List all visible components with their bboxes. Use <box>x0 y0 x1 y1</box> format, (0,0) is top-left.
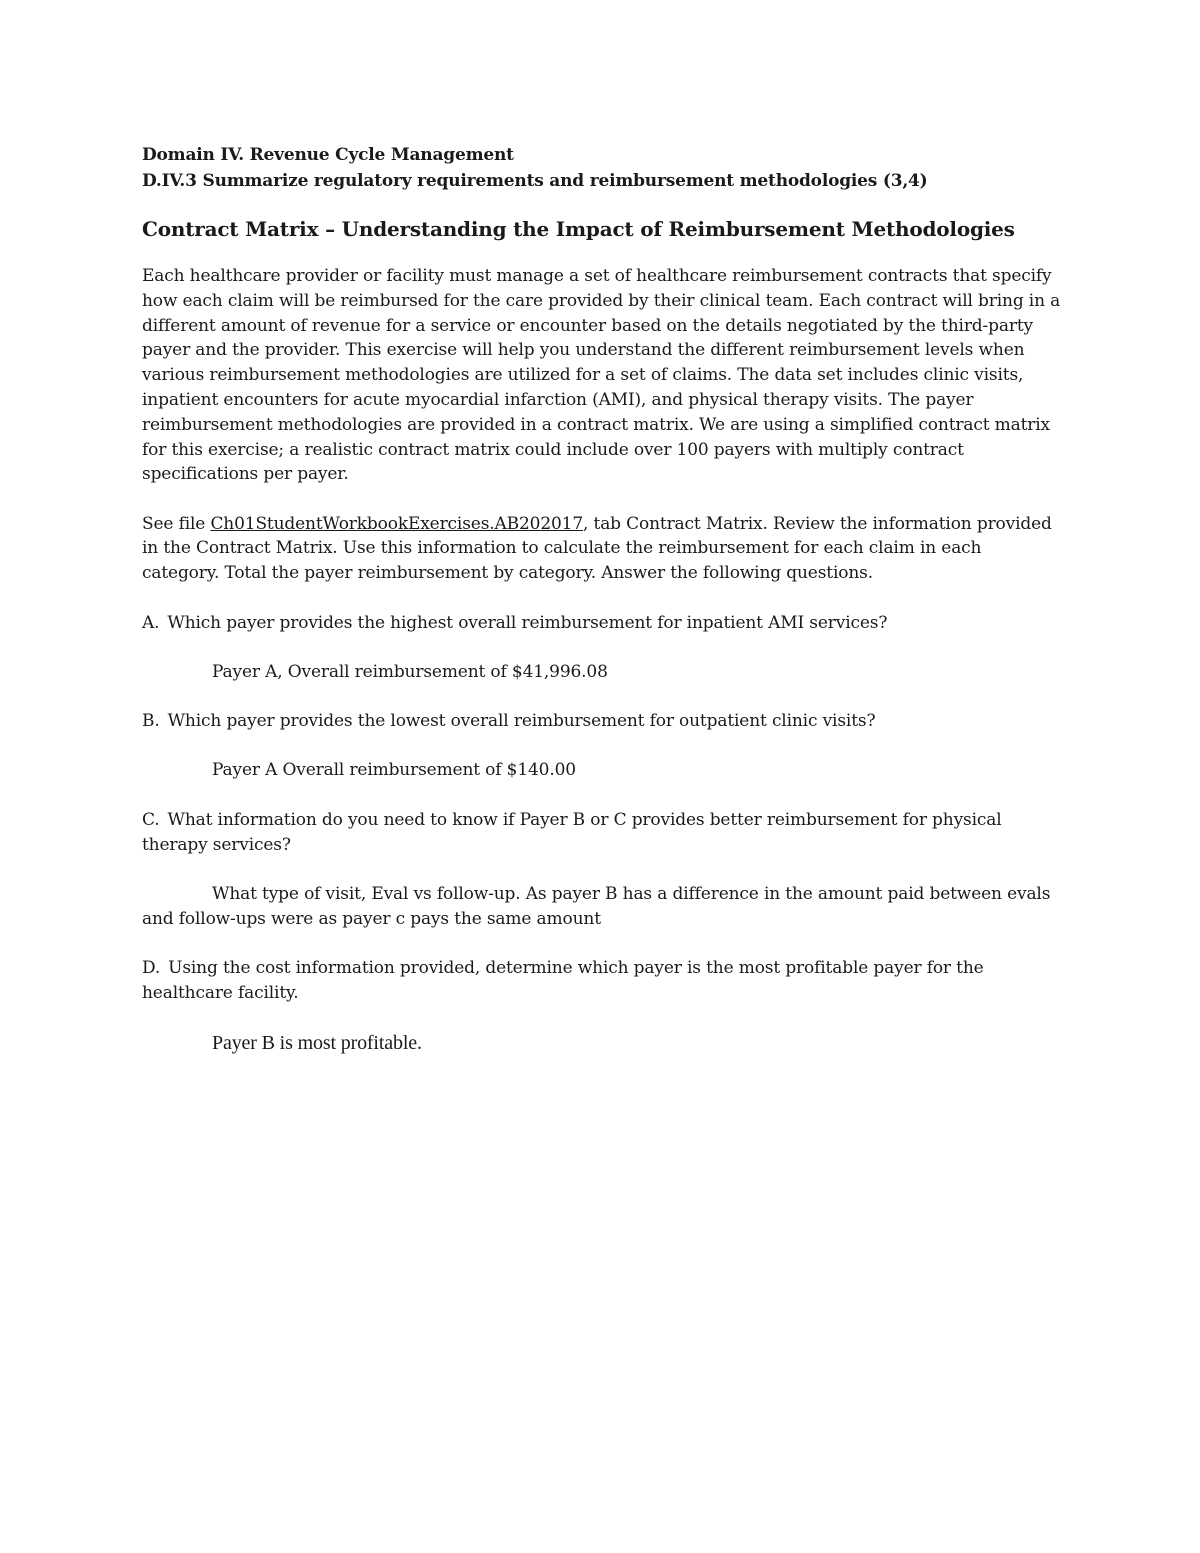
question-a <box>142 611 1062 636</box>
document-page <box>142 142 1062 1081</box>
competency-heading: D.IV.3 Summarize regulatory requirements and reimbursement methodologies (3,4) <box>142 171 928 191</box>
instructions-paragraph <box>142 512 1062 586</box>
question-d <box>142 956 1062 1006</box>
question-text: Which payer provides the highest overall reimbursement for inpatient AMI services? <box>167 612 888 633</box>
answer-b: Payer A Overall reimbursement of $140.00 <box>212 760 576 781</box>
question-label: C. <box>142 809 160 830</box>
question-text: Which payer provides the lowest overall reimbursement for outpatient clinic visits? <box>167 711 876 732</box>
question-text: Using the cost information provided, determine which payer is the most profitable payer for the healthcare facility. <box>142 957 984 1003</box>
answer-c: What type of visit, Eval vs follow-up. As payer B has a difference in the amount paid between evals and follow-ups were as payer c pays the same amount <box>142 883 1051 929</box>
document-title: Contract Matrix – Understanding the Impact of Reimbursement Methodologies <box>142 217 1015 241</box>
domain-heading: Domain IV. Revenue Cycle Management <box>142 145 514 165</box>
instructions-suffix: , tab Contract Matrix. Review the information provided in the Contract Matrix. Use this information to calculate the reimbursement for each claim in each category. Total the payer reimbursement by category. Answer the following questions. <box>142 513 1052 584</box>
instructions-prefix: See file <box>142 513 211 534</box>
question-c <box>142 808 1062 858</box>
answer-d: Payer B is most profitable. <box>212 1032 422 1055</box>
intro-paragraph: Each healthcare provider or facility must manage a set of healthcare reimbursement contracts that specify how each claim will be reimbursed for the care provided by their clinical team. Each contract will bring in a different amount of revenue for a service or encounter based on the details negotiated by the third-party payer and the provider. This exercise will help you understand the different reimbursement levels when various reimbursement methodologies are utilized for a set of claims. The data set includes clinic visits, inpatient encounters for acute myocardial infarction (AMI), and physical therapy visits. The payer reimbursement methodologies are provided in a contract matrix. We are using a simplified contract matrix for this exercise; a realistic contract matrix could include over 100 payers with multiply contract specifications per payer. <box>142 266 1061 485</box>
question-label: A. <box>142 612 160 633</box>
question-label: D. <box>142 957 161 978</box>
question-label: B. <box>142 711 160 732</box>
answer-a: Payer A, Overall reimbursement of $41,996.08 <box>212 661 608 682</box>
question-b <box>142 709 1062 734</box>
question-text: What information do you need to know if Payer B or C provides better reimbursement for physical therapy services? <box>142 809 1002 855</box>
file-link[interactable]: Ch01StudentWorkbookExercises.AB202017 <box>210 513 583 534</box>
